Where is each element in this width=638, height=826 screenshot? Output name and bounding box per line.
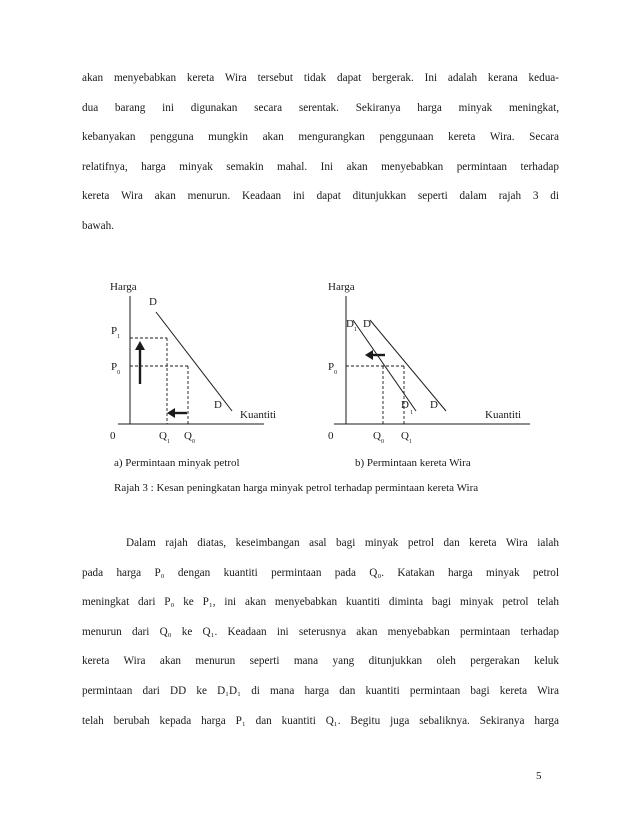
chart-b-d1-top-label: $D_1$ xyxy=(346,318,357,333)
text-line: pada harga P₀ dengan kuantiti permintaan pada Q₀. Katakan harga minyak petrol xyxy=(82,566,559,579)
chart-b-demand-curve-d1d1 xyxy=(353,320,416,411)
text-line: menurun dari Q₀ ke Q₁. Keadaan ini seterusnya akan menyebabkan permintaan terhadap xyxy=(82,625,559,638)
text-line: dua barang ini digunakan secara serentak. Sekiranya harga minyak meningkat, xyxy=(82,101,559,114)
chart-b-d-bottom-label: D xyxy=(430,399,438,411)
chart-a-origin-label: 0 xyxy=(110,430,116,442)
text-line: meningkat dari P₀ ke P₁, ini akan menyebabkan kuantiti diminta bagi minyak petrol telah xyxy=(82,596,559,609)
text-line: permintaan dari DD ke D₁D₁ di mana harga dan kuantiti permintaan bagi kereta Wira xyxy=(82,684,559,697)
chart-b-origin-label: 0 xyxy=(328,430,334,442)
chart-a-y-axis-label: Harga xyxy=(110,281,137,293)
text-line: relatifnya, harga minyak semakin mahal. Ini akan menyebabkan permintaan terhadap xyxy=(82,160,559,173)
chart-b-p0-label: $P_0$ xyxy=(328,361,338,376)
chart-b-caption: b) Permintaan kereta Wira xyxy=(355,457,471,469)
chart-b-d1-bottom-label: $D_1$ xyxy=(401,399,413,416)
chart-b-x-axis-label: Kuantiti xyxy=(485,409,522,421)
text-line: kebanyakan pengguna mungkin akan mengurangkan penggunaan kereta Wira. Secara xyxy=(82,131,559,144)
text-line: akan menyebabkan kereta Wira tersebut tidak dapat bergerak. Ini adalah kerana kedua- xyxy=(82,72,559,84)
chart-b-d-top-label: D xyxy=(363,318,371,330)
chart-a-quantity-left-arrow-icon xyxy=(167,408,187,418)
text-line: kereta Wira akan menurun. Keadaan ini dapat ditunjukkan seperti dalam rajah 3 di xyxy=(82,190,559,203)
figure-caption: Rajah 3 : Kesan peningkatan harga minyak petrol terhadap permintaan kereta Wira xyxy=(114,482,479,494)
chart-a-caption: a) Permintaan minyak petrol xyxy=(114,457,240,469)
text-line: Dalam rajah diatas, keseimbangan asal bagi minyak petrol dan kereta Wira ialah xyxy=(126,537,559,549)
chart-b-q0-label: $Q_0$ xyxy=(373,430,384,445)
chart-a-x-axis-label: Kuantiti xyxy=(240,409,277,421)
page-number: 5 xyxy=(536,770,542,782)
chart-a-p1-label: $P_1$ xyxy=(111,325,121,340)
chart-a-demand-curve xyxy=(156,312,232,411)
chart-a-price-up-arrow-icon xyxy=(135,341,145,384)
chart-b-car-demand xyxy=(328,281,530,469)
chart-a-q0-label: $Q_0$ xyxy=(184,430,195,445)
paragraph-intro xyxy=(82,64,559,242)
chart-a-curve-bottom-label: D xyxy=(214,399,222,411)
chart-a-curve-top-label: D xyxy=(149,296,157,308)
chart-b-demand-curve-dd xyxy=(370,320,446,411)
chart-b-y-axis-label: Harga xyxy=(328,281,355,293)
chart-b-q1-label: $Q_1$ xyxy=(401,430,412,445)
chart-a-q1-label: $Q_1$ xyxy=(159,430,170,445)
chart-a-p0-label: $P_0$ xyxy=(111,361,121,376)
figure-rajah-3 xyxy=(0,260,638,500)
text-line: telah berubah kepada harga P₁ dan kuantiti Q₁. Begitu juga sebaliknya. Sekiranya harga xyxy=(82,714,559,727)
chart-a-petrol-demand xyxy=(110,281,276,469)
paragraph-explanation xyxy=(82,529,559,736)
text-line: kereta Wira akan menurun seperti mana yang ditunjukkan oleh pergerakan keluk xyxy=(82,655,559,668)
text-line: bawah. xyxy=(82,219,114,232)
